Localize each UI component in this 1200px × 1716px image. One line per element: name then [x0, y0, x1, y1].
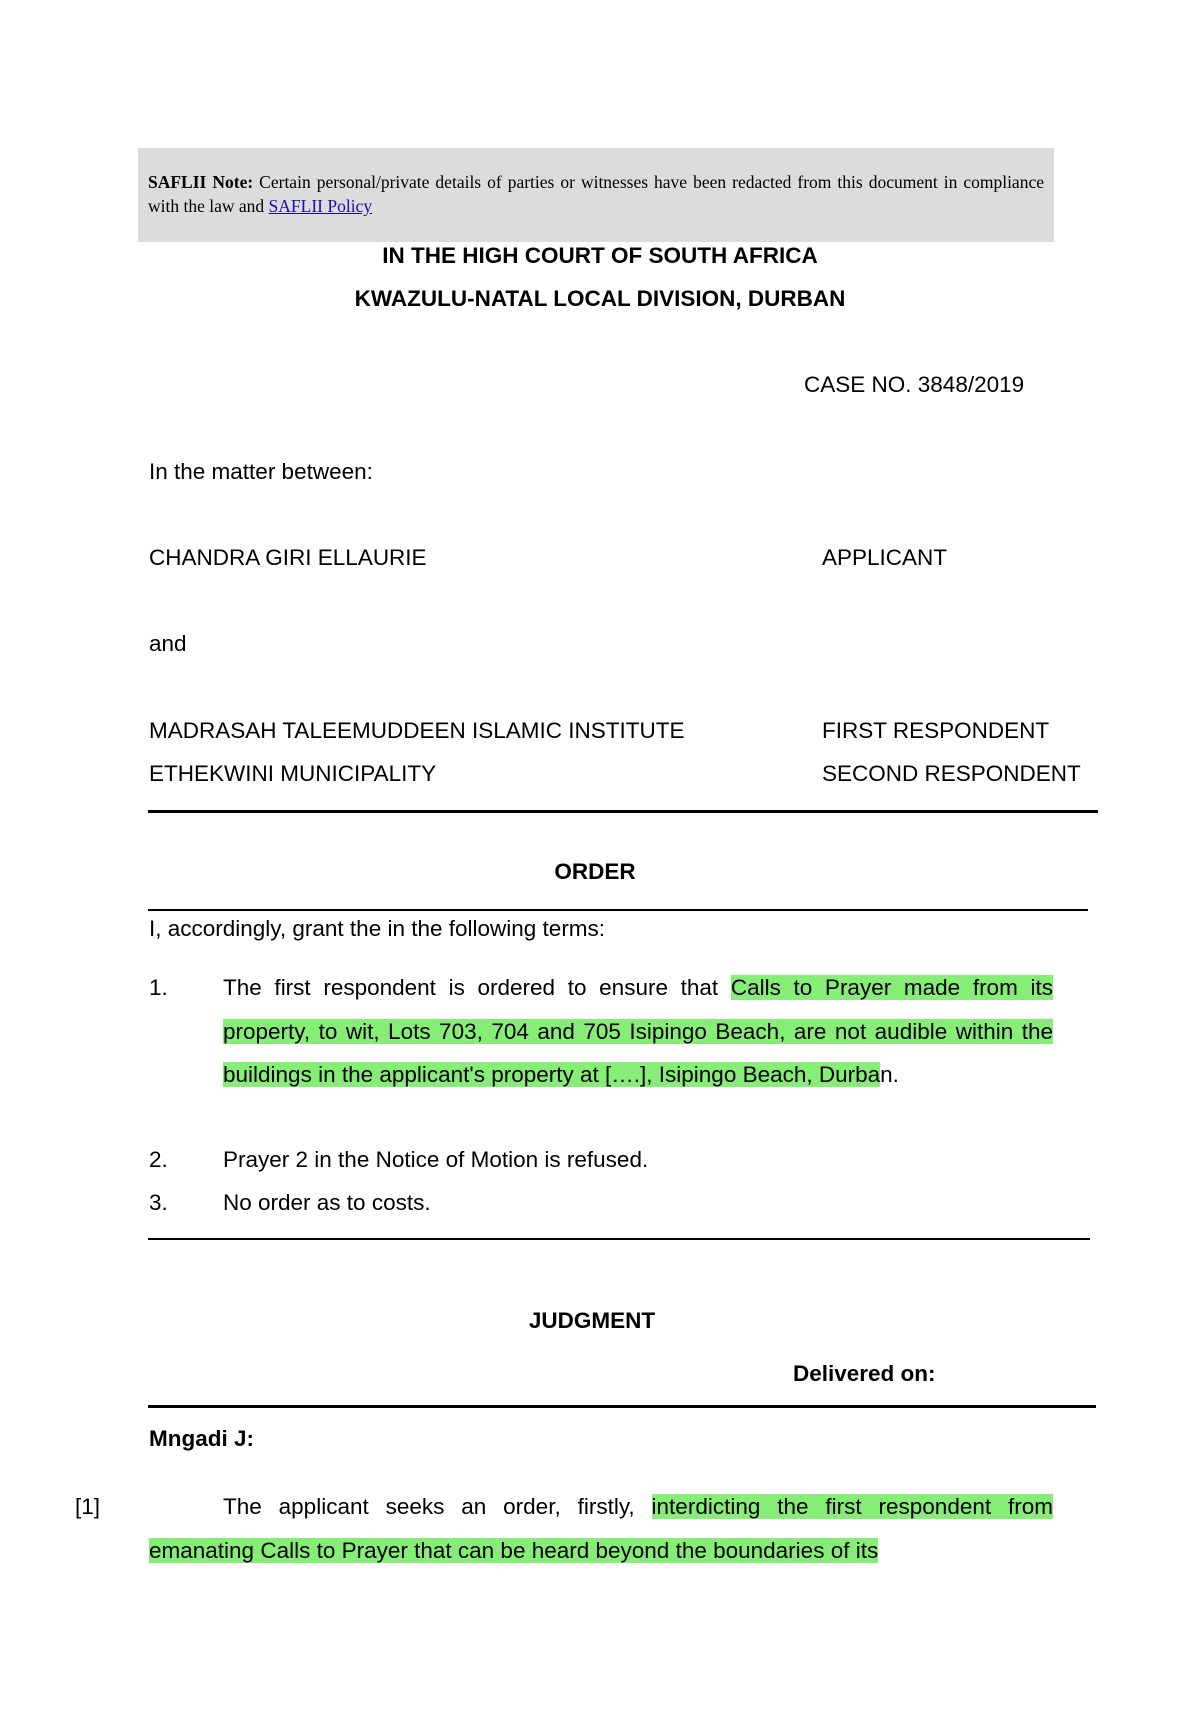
judgment-heading: JUDGMENT [528, 1308, 656, 1333]
and-text: and [149, 631, 187, 656]
divider-judgment [148, 1405, 1096, 1408]
divider-order-top [148, 909, 1088, 911]
order-item-2-number: 2. [149, 1147, 168, 1172]
second-respondent-role: SECOND RESPONDENT [822, 761, 1081, 786]
order-intro: I, accordingly, grant the in the following terms: [149, 916, 606, 941]
applicant-role: APPLICANT [822, 545, 948, 570]
delivered-on: Delivered on: [793, 1361, 936, 1386]
order-item-1-text: The first respondent is ordered to ensure that [223, 975, 731, 1000]
order-heading: ORDER [554, 859, 636, 884]
paragraph-1-body [75, 1485, 1053, 1572]
court-name: IN THE HIGH COURT OF SOUTH AFRICA [382, 243, 818, 268]
matter-intro: In the matter between: [149, 459, 373, 484]
order-item-1 [223, 966, 1053, 1097]
order-item-3-number: 3. [149, 1190, 168, 1215]
applicant-name: CHANDRA GIRI ELLAURIE [149, 545, 427, 570]
first-respondent-role: FIRST RESPONDENT [822, 718, 1050, 743]
paragraph-1-number: [1] [75, 1494, 101, 1519]
divider-order-bottom [148, 1238, 1090, 1240]
order-item-3: No order as to costs. [223, 1190, 431, 1215]
paragraph-1-text: The applicant seeks an order, firstly, [223, 1494, 652, 1519]
saflii-note [148, 170, 1044, 218]
paragraph-1 [75, 1485, 1053, 1572]
saflii-note-label: SAFLII Note: [148, 172, 254, 192]
second-respondent-name: ETHEKWINI MUNICIPALITY [149, 761, 437, 786]
order-item-2: Prayer 2 in the Notice of Motion is refused. [223, 1147, 649, 1172]
case-number: CASE NO. 3848/2019 [804, 372, 1025, 397]
saflii-policy-link[interactable]: SAFLII Policy [268, 196, 373, 216]
divider-parties [148, 810, 1098, 813]
first-respondent-name: MADRASAH TALEEMUDDEEN ISLAMIC INSTITUTE [149, 718, 685, 743]
order-item-1-end: n. [880, 1062, 899, 1087]
saflii-note-text: Certain personal/private details of parties or witnesses have been redacted from this document in compliance with the law and [148, 172, 1044, 216]
judge-name: Mngadi J: [149, 1426, 254, 1451]
saflii-note-box [138, 148, 1054, 242]
paragraph-1-highlight: interdicting the first respondent from emanating Calls to Prayer that can be heard beyond the boundaries of its [149, 1494, 1053, 1563]
court-division: KWAZULU-NATAL LOCAL DIVISION, DURBAN [354, 286, 846, 311]
order-item-1-highlight: Calls to Prayer made from its property, to wit, Lots 703, 704 and 705 Isipingo Beach, are not audible within the buildings in the applicant's property at [….], Isipingo Beach, Durba [223, 975, 1053, 1087]
order-item-1-number: 1. [149, 975, 168, 1000]
